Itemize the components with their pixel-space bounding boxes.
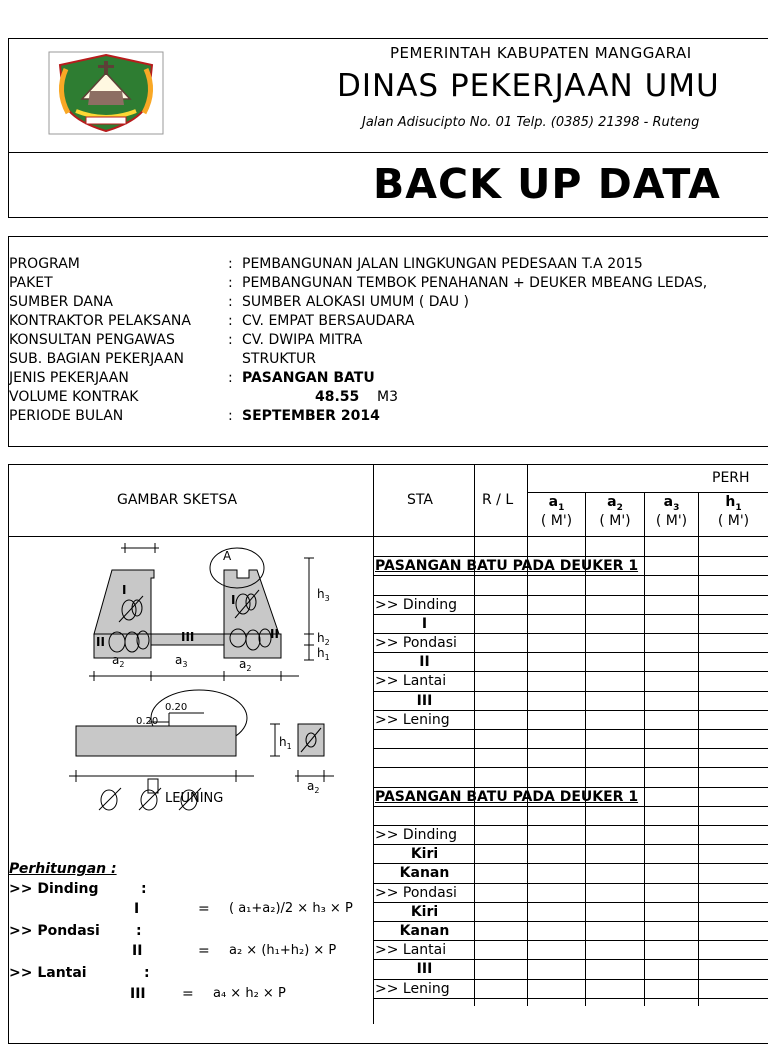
calc-heading: Perhitungan : xyxy=(9,861,117,877)
grid-row-line xyxy=(373,671,768,672)
grid-row-line xyxy=(373,556,768,557)
sub-column-unit: ( M') xyxy=(599,512,631,529)
col-sta: STA xyxy=(407,492,433,508)
sub-column-symbol: a xyxy=(607,494,617,510)
table-row-label: >> Lening xyxy=(375,981,450,997)
sub-column-subscript: 1 xyxy=(558,502,565,513)
col-rl: R / L xyxy=(482,492,514,508)
grid-row-line xyxy=(373,883,768,884)
info-separator: : xyxy=(228,275,233,291)
grid-row-line xyxy=(373,940,768,941)
label-I-left: I xyxy=(122,583,127,597)
grid-row-line xyxy=(373,959,768,960)
label-h1: $h_1$ xyxy=(317,646,330,662)
label-II-right: II xyxy=(270,627,279,641)
grid-row-line xyxy=(373,748,768,749)
grid-row-line xyxy=(373,767,768,768)
info-row xyxy=(9,293,768,312)
info-label: VOLUME KONTRAK xyxy=(9,389,139,405)
grid-row-line xyxy=(373,729,768,730)
info-value: CV. DWIPA MITRA xyxy=(242,332,363,348)
sub-column-subscript: 1 xyxy=(735,502,742,513)
calc-lantai: >> Lantai xyxy=(9,965,87,981)
info-label: KONSULTAN PENGAWAS xyxy=(9,332,175,348)
calc-formula-1: ( a₁+a₂)/2 × h₃ × P xyxy=(229,901,353,916)
info-label: SUB. BAGIAN PEKERJAAN xyxy=(9,351,184,367)
sub-column-symbol: h xyxy=(725,494,736,510)
grid-row-line xyxy=(373,614,768,615)
sub-column-h1 xyxy=(698,492,768,536)
calc-pondasi-colon: : xyxy=(136,923,142,939)
sketch-drawing xyxy=(9,538,372,823)
label-II-left: II xyxy=(96,635,105,649)
info-value: 48.55 xyxy=(315,389,360,405)
table-row-label: >> Pondasi xyxy=(375,885,457,901)
info-label: SUMBER DANA xyxy=(9,294,114,310)
label-h1-leuning: $h_1$ xyxy=(279,735,292,751)
info-row xyxy=(9,312,768,331)
sub-column-unit: ( M') xyxy=(717,512,750,529)
label-a2-leuning: $a_2$ xyxy=(307,779,320,795)
calc-formula-2: a₂ × (h₁+h₂) × P xyxy=(229,943,337,958)
calc-eq-1: = xyxy=(198,901,210,917)
table-row-label: III xyxy=(416,693,433,709)
grid-column-line xyxy=(644,537,645,1006)
calc-dinding-colon: : xyxy=(141,881,147,897)
sub-column-unit: ( M') xyxy=(540,512,573,529)
grid-row-line xyxy=(373,787,768,788)
info-value: PASANGAN BATU xyxy=(242,370,375,386)
grid-row-line xyxy=(373,633,768,634)
info-value: SUMBER ALOKASI UMUM ( DAU ) xyxy=(242,294,470,310)
col-perhitungan: PERH xyxy=(712,470,750,486)
grid-row-line xyxy=(373,806,768,807)
info-block xyxy=(9,255,768,435)
table-row-label: >> Lantai xyxy=(375,673,447,689)
table-row-label: Kanan xyxy=(399,923,450,939)
grid-row-line xyxy=(373,921,768,922)
info-separator: : xyxy=(228,408,233,424)
sub-column-a1 xyxy=(527,492,585,536)
calc-pondasi: >> Pondasi xyxy=(9,923,100,939)
label-dim-020-left: 0.20 xyxy=(136,716,159,727)
calc-eq-3: = xyxy=(182,986,194,1002)
calc-II: II xyxy=(132,943,143,959)
header-divider xyxy=(8,152,768,153)
table-row-label: PASANGAN BATU PADA DEUKER 1 xyxy=(375,558,639,574)
document-title: BACK UP DATA xyxy=(373,160,721,208)
info-row xyxy=(9,407,768,426)
grid-row-line xyxy=(373,825,768,826)
sub-column-a3 xyxy=(644,492,698,536)
col-gambar-sketsa: GAMBAR SKETSA xyxy=(117,492,238,508)
info-separator: : xyxy=(228,294,233,310)
info-row xyxy=(9,274,768,293)
calc-I: I xyxy=(134,901,140,917)
grid-row-line xyxy=(373,979,768,980)
grid-row-line xyxy=(373,902,768,903)
table-row-label: I xyxy=(421,616,428,632)
sta-rl-divider xyxy=(474,464,475,1006)
sub-column-a2 xyxy=(585,492,644,536)
table-row-label: II xyxy=(419,654,430,670)
grid-row-line xyxy=(373,710,768,711)
calc-lantai-colon: : xyxy=(144,965,150,981)
info-label: PAKET xyxy=(9,275,53,291)
info-label: PERIODE BULAN xyxy=(9,408,124,424)
info-label: KONTRAKTOR PELAKSANA xyxy=(9,313,191,329)
info-value: STRUKTUR xyxy=(242,351,317,367)
calc-III: III xyxy=(130,986,146,1002)
info-value: PEMBANGUNAN TEMBOK PENAHANAN + DEUKER MBEANG LEDAS, xyxy=(242,275,708,291)
label-dim-020-top: 0.20 xyxy=(165,702,188,713)
grid-row-line xyxy=(373,863,768,864)
info-unit: M3 xyxy=(377,389,398,405)
grid-row-line xyxy=(373,844,768,845)
info-separator: : xyxy=(228,370,233,386)
calc-eq-2: = xyxy=(198,943,210,959)
info-row xyxy=(9,350,768,369)
calc-dinding: >> Dinding xyxy=(9,881,99,897)
sub-column-unit: ( M') xyxy=(655,512,688,529)
grid-row-line xyxy=(373,998,768,999)
rl-perh-divider xyxy=(527,464,528,1006)
info-label: PROGRAM xyxy=(9,256,80,272)
calc-formula-3: a₄ × h₂ × P xyxy=(213,986,286,1001)
info-separator: : xyxy=(228,313,233,329)
header-bottom-line xyxy=(8,536,768,537)
table-row-label: Kiri xyxy=(410,904,439,920)
info-label: JENIS PEKERJAAN xyxy=(9,370,129,386)
table-row-label: Kiri xyxy=(410,846,439,862)
table-row-label: >> Dinding xyxy=(375,827,457,843)
table-row-label: >> Dinding xyxy=(375,597,457,613)
label-h2: $h_2$ xyxy=(317,631,330,647)
table-row-label: >> Lantai xyxy=(375,942,447,958)
info-value: PEMBANGUNAN JALAN LINGKUNGAN PEDESAAN T.A 2015 xyxy=(242,256,643,272)
sub-column-symbol: a xyxy=(548,494,559,510)
grid-row-line xyxy=(373,575,768,576)
info-row xyxy=(9,388,768,407)
table-row-label: Kanan xyxy=(399,865,450,881)
header-address: Jalan Adisucipto No. 01 Telp. (0385) 21398 - Ruteng xyxy=(362,115,700,130)
info-value: SEPTEMBER 2014 xyxy=(242,408,380,424)
header-line-1: PEMERINTAH KABUPATEN MANGGARAI xyxy=(390,44,692,62)
info-separator: : xyxy=(228,256,233,272)
label-I-right: I xyxy=(231,593,236,607)
grid-column-line xyxy=(585,537,586,1006)
grid-row-line xyxy=(373,652,768,653)
grid-row-line xyxy=(373,595,768,596)
table-row-label: III xyxy=(416,961,433,977)
label-a2-left: $a_2$ xyxy=(112,653,125,669)
info-row xyxy=(9,331,768,350)
header-line-2: DINAS PEKERJAAN UMU xyxy=(337,68,720,104)
info-separator: : xyxy=(228,332,233,348)
sub-column-subscript: 2 xyxy=(616,502,623,513)
label-a2-right: $a_2$ xyxy=(239,657,252,673)
grid-column-line xyxy=(698,537,699,1006)
info-value: CV. EMPAT BERSAUDARA xyxy=(242,313,415,329)
info-row xyxy=(9,255,768,274)
grid-row-line xyxy=(373,691,768,692)
label-leuning: LEUNING xyxy=(165,791,224,806)
label-III: III xyxy=(181,630,195,644)
table-row-label: >> Pondasi xyxy=(375,635,457,651)
table-row-label: PASANGAN BATU PADA DEUKER 1 xyxy=(375,789,639,805)
sub-column-symbol: a xyxy=(663,494,674,510)
info-row xyxy=(9,369,768,388)
regency-logo xyxy=(48,51,164,135)
label-A: A xyxy=(223,549,232,563)
label-a3: $a_3$ xyxy=(175,653,188,669)
sub-column-subscript: 3 xyxy=(673,502,680,513)
table-row-label: >> Lening xyxy=(375,712,450,728)
label-h3: $h_3$ xyxy=(317,587,330,603)
